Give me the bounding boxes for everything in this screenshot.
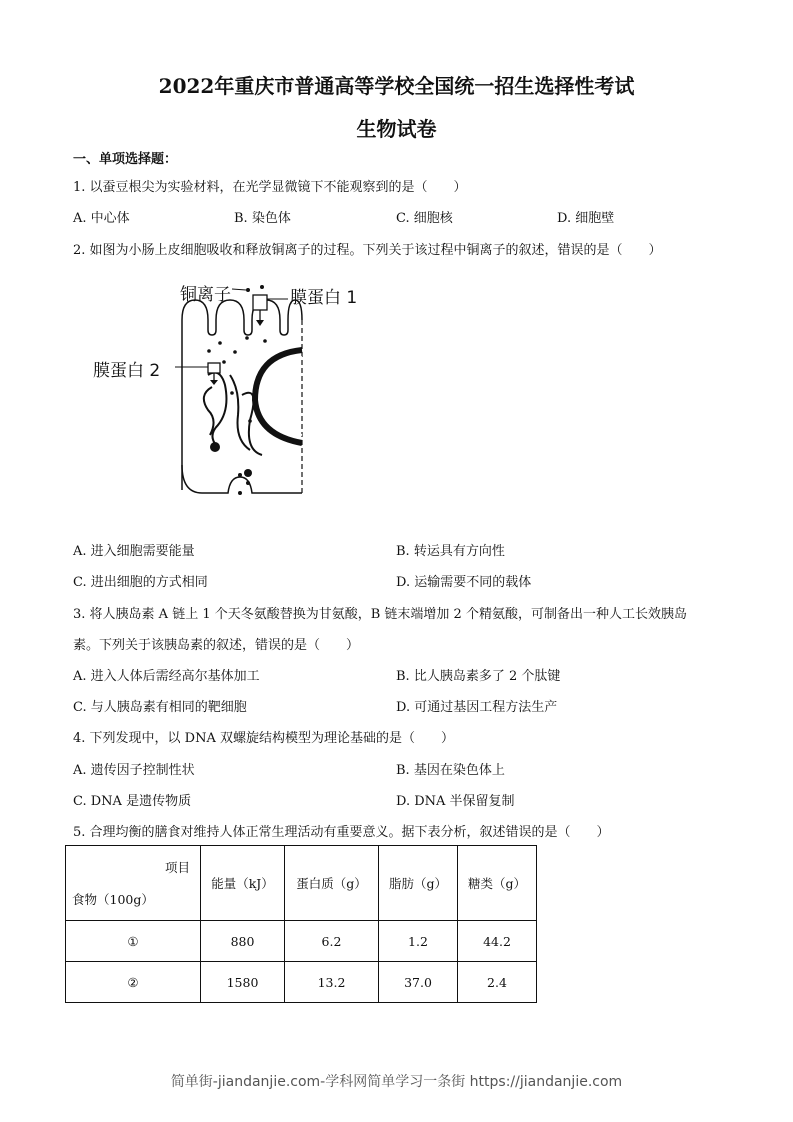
table-row [66,962,537,1003]
table-cell: 44.2 [458,921,537,962]
question-2-option-d: D. 运输需要不同的载体 [396,575,532,590]
question-4-option-a: A. 遗传因子控制性状 [73,763,195,778]
table-cell: 2.4 [458,962,537,1003]
table-corner-cell [66,846,201,921]
label-copper-ion: 铜离子 [180,285,231,305]
corner-label-food: 食物（100g） [72,892,154,907]
question-3-option-a: A. 进入人体后需经高尔基体加工 [73,669,260,684]
question-1-option-d: D. 细胞壁 [557,211,615,226]
question-2-option-a: A. 进入细胞需要能量 [73,544,195,559]
table-cell: 6.2 [285,921,379,962]
question-3-stem-line1: 3. 将人胰岛素 A 链上 1 个天冬氨酸替换为甘氨酸，B 链末端增加 2 个精氨酸，可制备出一种人工长效胰岛 [73,607,687,622]
table-cell: 1.2 [379,921,458,962]
question-2-option-b: B. 转运具有方向性 [396,544,505,559]
table-cell: 37.0 [379,962,458,1003]
table-row-label: ① [66,921,201,962]
question-4-option-d: D. DNA 半保留复制 [396,794,515,809]
table-cell: 880 [201,921,285,962]
exam-title: 2022年重庆市普通高等学校全国统一招生选择性考试 [158,74,635,98]
question-1-stem: 1. 以蚕豆根尖为实验材料，在光学显微镜下不能观察到的是（ ） [73,180,467,195]
table-header-row [66,846,537,921]
table-header-cell: 能量（kJ） [201,846,285,921]
question-1-option-a: A. 中心体 [73,211,130,226]
page-footer-watermark: 简单街-jiandanjie.com-学科网简单学习一条街 https://jiandanjie.com [170,1074,623,1090]
nutrition-table [65,845,537,1003]
question-2-stem: 2. 如图为小肠上皮细胞吸收和释放铜离子的过程。下列关于该过程中铜离子的叙述，错误的是（ ） [73,243,662,258]
question-4-option-b: B. 基因在染色体上 [396,763,505,778]
table-row-label: ② [66,962,201,1003]
question-4-stem: 4. 下列发现中，以 DNA 双螺旋结构模型为理论基础的是（ ） [73,731,454,746]
section-heading: 一、单项选择题： [73,152,178,167]
table-header-cell: 脂肪（g） [379,846,458,921]
question-3-option-b: B. 比人胰岛素多了 2 个肽键 [396,669,561,684]
question-3-stem-line2: 素。下列关于该胰岛素的叙述，错误的是（ ） [73,638,360,653]
label-membrane-protein-2: 膜蛋白 2 [93,361,161,381]
corner-label-item: 项目 [164,860,190,875]
question-3-option-c: C. 与人胰岛素有相同的靶细胞 [73,700,247,715]
question-3-option-d: D. 可通过基因工程方法生产 [396,700,558,715]
question-1-option-b: B. 染色体 [234,211,291,226]
cell-diagram [90,275,380,515]
question-4-option-c: C. DNA 是遗传物质 [73,794,192,809]
question-2-option-c: C. 进出细胞的方式相同 [73,575,208,590]
table-header-cell: 蛋白质（g） [285,846,379,921]
table-row [66,921,537,962]
table-header-cell: 糖类（g） [458,846,537,921]
intestinal-cell-figure [90,275,380,515]
label-membrane-protein-1: 膜蛋白 1 [290,288,358,308]
table-cell: 1580 [201,962,285,1003]
table-cell: 13.2 [285,962,379,1003]
question-1-option-c: C. 细胞核 [396,211,453,226]
exam-subtitle: 生物试卷 [356,117,437,141]
question-5-stem: 5. 合理均衡的膳食对维持人体正常生理活动有重要意义。据下表分析，叙述错误的是（ ） [73,825,610,840]
